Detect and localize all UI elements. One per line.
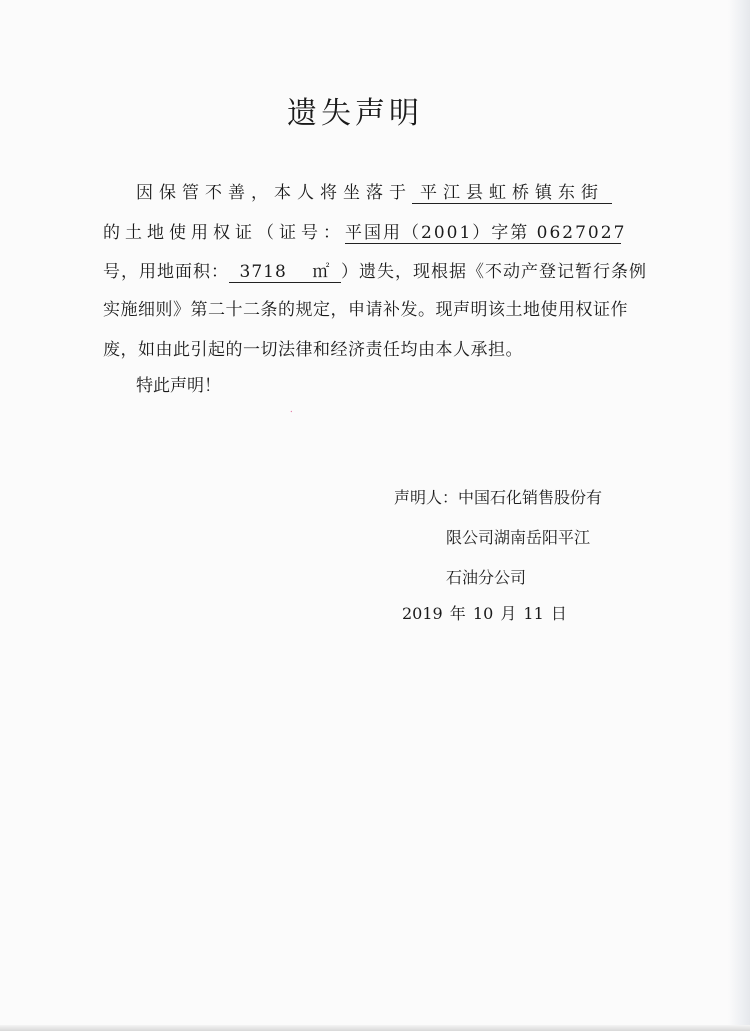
certificate-number-field: 平国用（2001）字第 0627027	[345, 223, 627, 243]
declarant-line-1: 声明人：中国石化销售股份有	[394, 488, 603, 507]
declarant-line-3: 石油分公司	[446, 568, 527, 587]
land-area-field: 3718 ㎡	[229, 264, 341, 283]
document-title: 遗失声明	[287, 96, 423, 131]
body-line-3-text: 号，用地面积：	[103, 262, 229, 282]
body-line-4: 实施细则》第二十二条的规定，申请补发。现声明该土地使用权证作	[103, 300, 628, 320]
declaration-date: 2019 年 10 月 11 日	[402, 604, 567, 623]
body-line-1	[136, 185, 612, 204]
body-line-3	[103, 264, 647, 283]
ink-mark: ⸱	[290, 407, 293, 418]
body-line-3-tail: ）遗失，现根据《不动产登记暂行条例	[341, 262, 647, 282]
declarant-line-2: 限公司湖南岳阳平江	[446, 528, 591, 547]
body-line-2	[103, 223, 627, 244]
closing-text: 特此声明！	[136, 376, 221, 396]
scan-edge	[728, 0, 750, 1031]
scan-bottom-edge	[0, 1025, 750, 1031]
body-line-1-text: 因保管不善，本人将坐落于	[136, 183, 412, 203]
address-field: 平江县虹桥镇东街	[412, 185, 612, 204]
body-line-2-text: 的土地使用权证（证号：	[103, 223, 345, 243]
body-line-5: 废，如由此引起的一切法律和经济责任均由本人承担。	[103, 340, 523, 360]
